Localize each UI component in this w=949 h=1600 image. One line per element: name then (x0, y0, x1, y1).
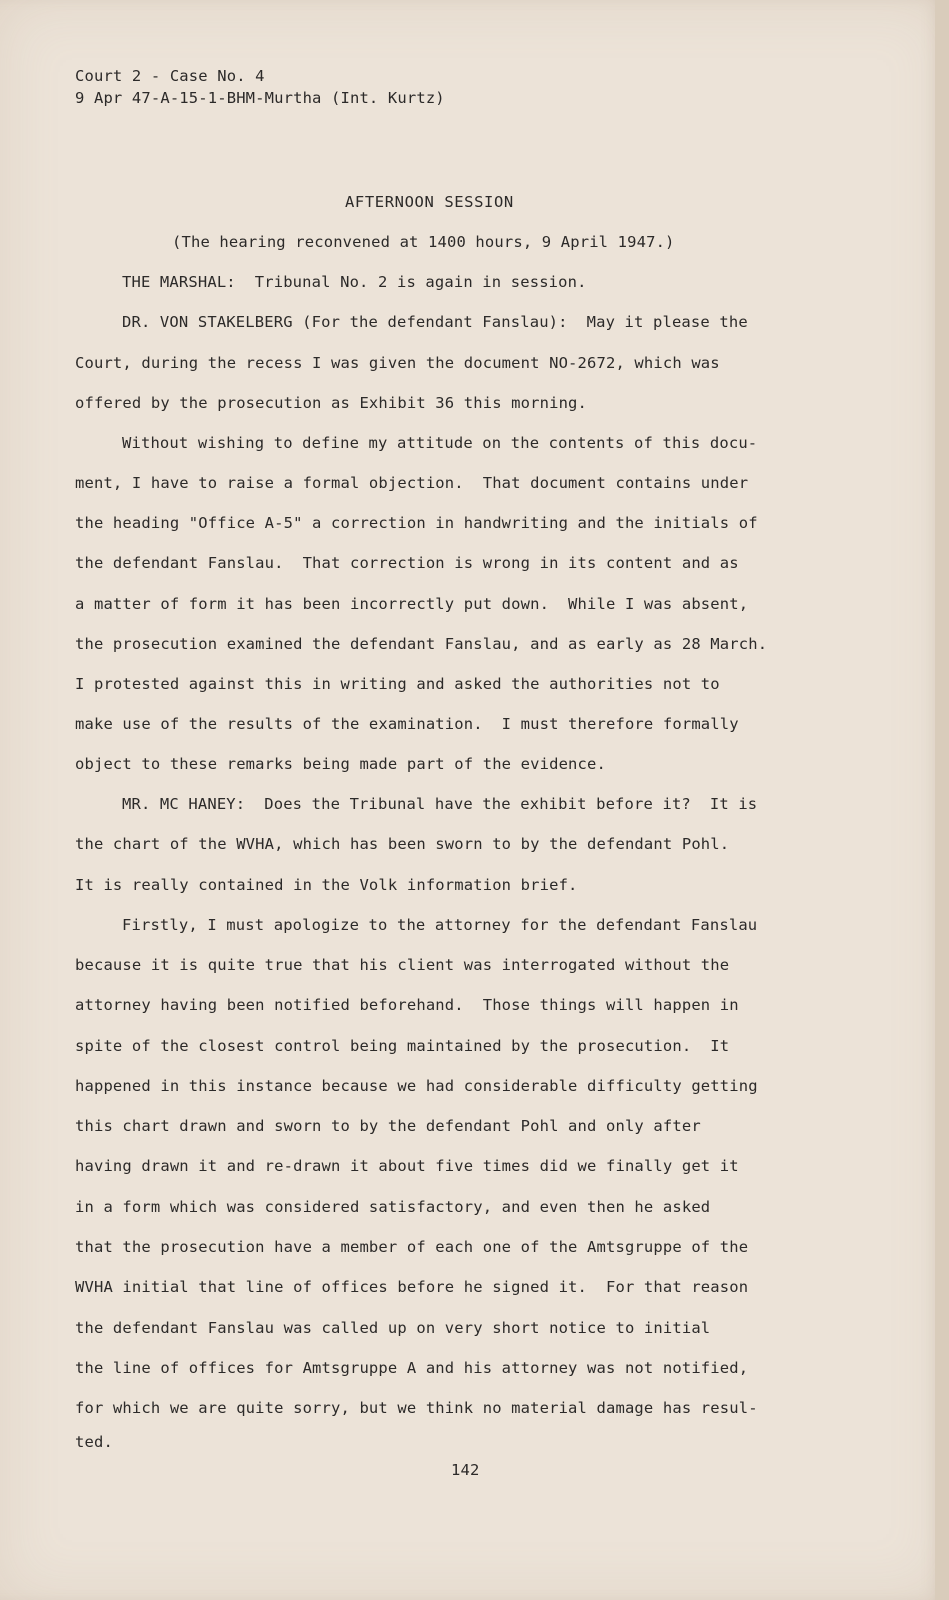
text-line: the heading "Office A-5" a correction in handwriting and the initials of (75, 514, 758, 532)
text-line: the defendant Fanslau was called up on very short notice to initial (75, 1319, 711, 1337)
text-line: ted. (75, 1433, 113, 1451)
text-line: (The hearing reconvened at 1400 hours, 9 April 1947.) (172, 233, 675, 251)
text-line: the chart of the WVHA, which has been sworn to by the defendant Pohl. (75, 835, 730, 853)
text-line: the defendant Fanslau. That correction is wrong in its content and as (75, 554, 739, 572)
text-line: spite of the closest control being maintained by the prosecution. It (75, 1037, 730, 1055)
text-line: Firstly, I must apologize to the attorney for the defendant Fanslau (122, 916, 758, 934)
text-line: for which we are quite sorry, but we think no material damage has resul- (75, 1399, 758, 1417)
session-title: AFTERNOON SESSION (345, 193, 514, 211)
text-line: DR. VON STAKELBERG (For the defendant Fanslau): May it please the (122, 313, 748, 331)
text-line: this chart drawn and sworn to by the defendant Pohl and only after (75, 1117, 701, 1135)
text-line: that the prosecution have a member of each one of the Amtsgruppe of the (75, 1238, 749, 1256)
page-number: 142 (451, 1461, 480, 1479)
text-line: the prosecution examined the defendant Fanslau, and as early as 28 March. (75, 635, 768, 653)
text-line: It is really contained in the Volk information brief. (75, 876, 578, 894)
text-line: I protested against this in writing and asked the authorities not to (75, 675, 720, 693)
text-line: because it is quite true that his client was interrogated without the (75, 956, 730, 974)
text-line: Court, during the recess I was given the document NO-2672, which was (75, 354, 720, 372)
text-line: having drawn it and re-drawn it about five times did we finally get it (75, 1157, 739, 1175)
text-line: happened in this instance because we had considerable difficulty getting (75, 1077, 758, 1095)
paper-edge (935, 0, 949, 1600)
text-line: WVHA initial that line of offices before he signed it. For that reason (75, 1278, 749, 1296)
text-line: THE MARSHAL: Tribunal No. 2 is again in session. (122, 273, 587, 291)
text-line: offered by the prosecution as Exhibit 36 this morning. (75, 394, 588, 412)
text-line: Without wishing to define my attitude on the contents of this docu- (122, 434, 758, 452)
text-line: in a form which was considered satisfactory, and even then he asked (75, 1198, 711, 1216)
text-line: MR. MC HANEY: Does the Tribunal have the exhibit before it? It is (122, 795, 758, 813)
text-line: ment, I have to raise a formal objection. That document contains under (75, 474, 749, 492)
text-line: attorney having been notified beforehand. Those things will happen in (75, 996, 739, 1014)
text-line: a matter of form it has been incorrectly put down. While I was absent, (75, 595, 749, 613)
text-line: object to these remarks being made part of the evidence. (75, 755, 606, 773)
header-line-2: 9 Apr 47-A-15-1-BHM-Murtha (Int. Kurtz) (75, 89, 445, 107)
text-line: the line of offices for Amtsgruppe A and his attorney was not notified, (75, 1359, 749, 1377)
header-line-1: Court 2 - Case No. 4 (75, 67, 265, 85)
text-line: make use of the results of the examination. I must therefore formally (75, 715, 739, 733)
